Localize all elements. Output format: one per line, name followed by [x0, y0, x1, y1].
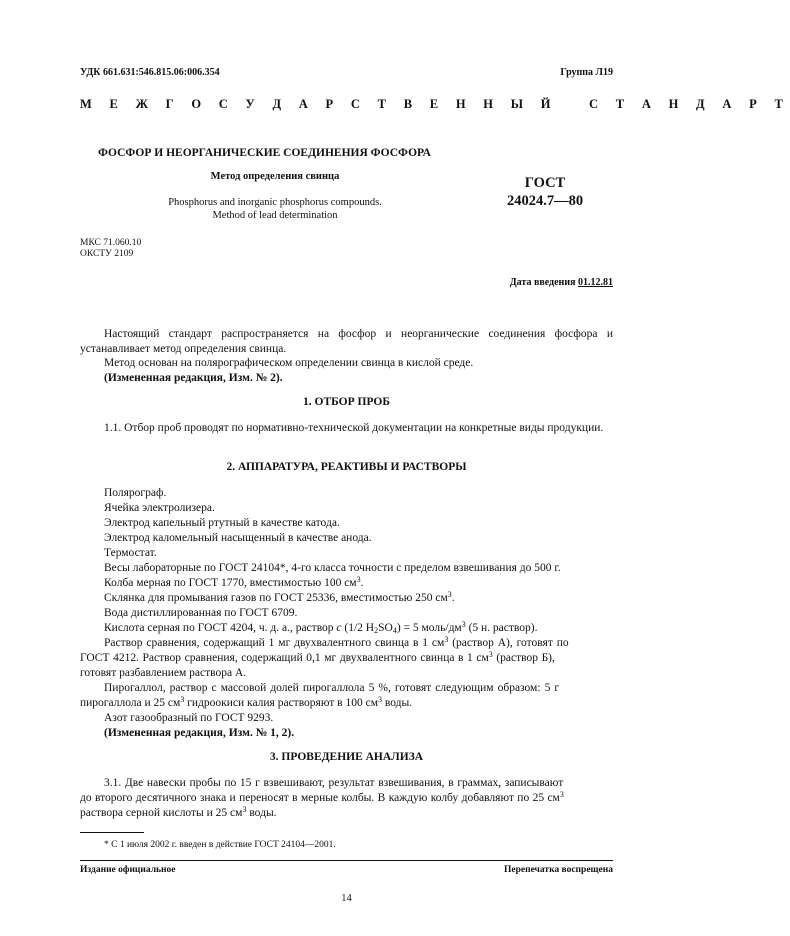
- footer-divider: [80, 860, 613, 861]
- pyrogallol-line1: Пирогаллол, раствор с массовой долей пирогаллола 5 %, готовят следующим образом: 5 г: [104, 682, 560, 694]
- s3-sup: 3: [242, 805, 247, 814]
- standard-banner: М Е Ж Г О С У Д А Р С Т В Е Н Н Ы Й С Т А Н Д А Р Т: [80, 97, 790, 111]
- acid-mid: (1/2 H: [341, 622, 375, 634]
- document-title: ФОСФОР И НЕОРГАНИЧЕСКИЕ СОЕДИНЕНИЯ ФОСФОРА: [98, 147, 431, 159]
- section-3-line1: 3.1. Две навески пробы по 15 г взвешивают, результат взвешивания, в граммах, записывают: [104, 777, 564, 789]
- pyrogallol-line2: [80, 696, 613, 711]
- reagent-item: Термостат.: [104, 547, 157, 559]
- wash-text: Склянка для промывания газов по ГОСТ 25336, вместимостью 250 см: [104, 592, 448, 604]
- udk-code: УДК 661.631:546.815.06:006.354: [80, 67, 220, 78]
- acid-c: c: [336, 622, 342, 634]
- official-edition-label: Издание официальное: [80, 865, 176, 875]
- pyro-text: пирогаллола и 25 см: [80, 697, 181, 709]
- s3-text: до второго десятичного знака и переносят в мерные колбы. В каждую колбу добавляют по 25 см: [80, 792, 560, 804]
- section-1-heading: 1. ОТБОР ПРОБ: [303, 396, 390, 408]
- acid-mid2: SO: [378, 622, 393, 634]
- section-2-heading: 2. АППАРАТУРА, РЕАКТИВЫ И РАСТВОРЫ: [226, 461, 467, 473]
- english-title-line2: Method of lead determination: [212, 210, 338, 221]
- pyro-sup: 3: [180, 695, 185, 704]
- introduction-date-label: Дата введения: [509, 277, 576, 288]
- group-code: Группа Л19: [560, 67, 613, 78]
- pyro-sup2: 3: [378, 695, 382, 704]
- acid-sub: 2: [374, 626, 379, 635]
- introduction-date: [510, 277, 613, 288]
- mks-code: МКС 71.060.10: [80, 238, 142, 248]
- method-title: Метод определения свинца: [210, 171, 340, 182]
- reagent-item: Вода дистиллированная по ГОСТ 6709.: [104, 607, 298, 619]
- reagent-item: Электрод капельный ртутный в качестве катода.: [104, 517, 340, 529]
- gost-label: ГОСТ: [524, 175, 566, 191]
- okstu-code: ОКСТУ 2109: [80, 249, 134, 259]
- section-2-amendment: (Измененная редакция, Изм. № 1, 2).: [104, 727, 295, 739]
- section-3-line2: [80, 791, 613, 806]
- intro-amendment: (Измененная редакция, Изм. № 2).: [104, 372, 283, 384]
- reagent-item: Полярограф.: [104, 487, 167, 499]
- intro-paragraph: Настоящий стандарт распространяется на фосфор и неорганические соединения фосфора и устанавливает метод определения свинца.: [80, 328, 613, 355]
- reagent-item: Азот газообразный по ГОСТ 9293.: [104, 712, 274, 724]
- reagent-item-wash-bottle: [104, 591, 455, 606]
- reagent-item: Ячейка электролизера.: [104, 502, 215, 514]
- acid-sup: 3: [461, 620, 466, 629]
- english-title-line1: Phosphorus and inorganic phosphorus compounds.: [168, 197, 382, 208]
- introduction-date-value: 01.12.81: [578, 277, 613, 288]
- reagent-item: Электрод каломельный насыщенный в качестве анода.: [104, 532, 372, 544]
- pyro-mid: гидроокиси калия растворяют в 100 см: [184, 697, 378, 709]
- reagent-item-flask: [104, 576, 363, 591]
- acid-mid3: ) = 5 моль/дм: [396, 622, 462, 634]
- acid-post: (5 н. раствор).: [465, 622, 538, 634]
- reagent-item-acid: [104, 621, 537, 636]
- reference-solution-line1: [80, 636, 613, 651]
- reference-solution-line2: [80, 651, 613, 666]
- ref-post: (раствор А), готовят по: [448, 637, 569, 649]
- section-3-heading: 3. ПРОВЕДЕНИЕ АНАЛИЗА: [269, 751, 424, 763]
- flask-sup: 3: [356, 575, 361, 584]
- ref-post: (раствор Б),: [492, 652, 555, 664]
- ref-sup: 3: [444, 635, 449, 644]
- flask-post: .: [360, 577, 364, 589]
- footnote: * С 1 июля 2002 г. введен в действие ГОСТ 24104—2001.: [104, 840, 336, 850]
- acid-text: Кислота серная по ГОСТ 4204, ч. д. а., раствор: [104, 622, 337, 634]
- reagent-item: Весы лабораторные по ГОСТ 24104*, 4-го класса точности с пределом взвешивания до 500 г.: [104, 562, 561, 574]
- s3-post: воды.: [246, 807, 277, 819]
- pyro-post: воды.: [382, 697, 413, 709]
- flask-text: Колба мерная по ГОСТ 1770, вместимостью 100 см: [104, 577, 357, 589]
- ref-text: Раствор сравнения, содержащий 1 мг двухвалентного свинца в 1 см: [104, 637, 445, 649]
- wash-post: .: [451, 592, 455, 604]
- wash-sup: 3: [447, 590, 452, 599]
- reference-solution-line3: готовят разбавлением раствора А.: [80, 667, 247, 679]
- s3-sup: 3: [559, 790, 564, 799]
- footnote-divider: [80, 832, 144, 833]
- s3-text: раствора серной кислоты и 25 см: [80, 807, 243, 819]
- method-basis-paragraph: Метод основан на полярографическом определении свинца в кислой среде.: [104, 357, 474, 369]
- section-1-paragraph: 1.1. Отбор проб проводят по нормативно-технической документации на конкретные виды продукции.: [104, 422, 604, 434]
- section-3-line3: [80, 806, 613, 821]
- gost-number: 24024.7—80: [506, 193, 584, 209]
- ref-text: ГОСТ 4212. Раствор сравнения, содержащий 0,1 мг двухвалентного свинца в 1 см: [80, 652, 489, 664]
- reprint-prohibited-label: Перепечатка воспрещена: [503, 865, 613, 875]
- page-number: 14: [341, 893, 352, 904]
- ref-sup: 3: [488, 650, 493, 659]
- acid-sub2: 4: [392, 626, 397, 635]
